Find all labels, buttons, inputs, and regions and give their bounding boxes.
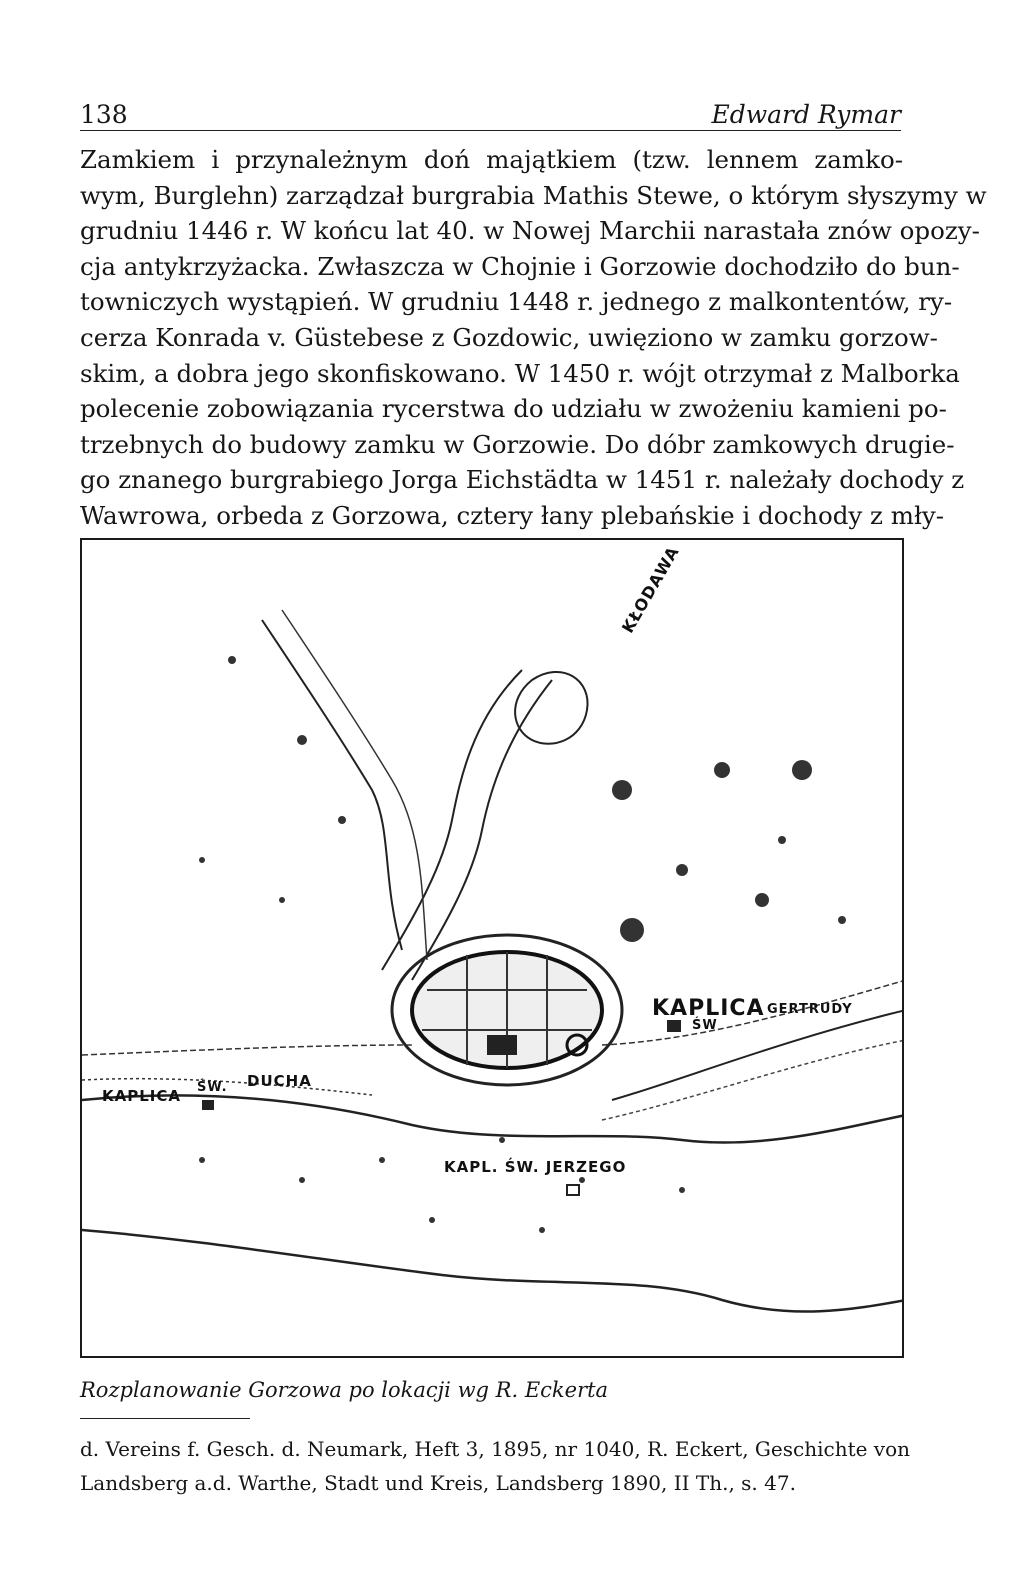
chapel-gertrudy-marker <box>667 1020 681 1032</box>
body-line: Wawrowa, orbeda z Gorzowa, cztery łany plebańskie i dochody z mły- <box>80 500 945 530</box>
river-lower-bank-bottom <box>82 1230 904 1312</box>
body-line: polecenie zobowiązania rycerstwa do udziału w zwożeniu kamieni po- <box>80 394 947 424</box>
footnote-line: d. Vereins f. Gesch. d. Neumark, Heft 3, 1895, nr 1040, R. Eckert, Geschichte von <box>80 1437 911 1461</box>
body-line: grudniu 1446 r. W końcu lat 40. w Nowej Marchii narastała znów opozy- <box>80 216 980 246</box>
footnote-rule <box>80 1418 250 1419</box>
page-number: 138 <box>80 100 128 129</box>
page-header <box>80 100 901 131</box>
body-line: cja antykrzyżacka. Zwłaszcza w Chojnie i Gorzowie dochodziło do bun- <box>80 251 960 281</box>
river-right-bank <box>612 1010 904 1100</box>
pond <box>515 672 587 744</box>
label-kaplica-ducha: KAPLICA <box>102 1087 181 1105</box>
chapel-ducha-marker <box>202 1100 214 1110</box>
body-line: trzebnych do budowy zamku w Gorzowie. Do dóbr zamkowych drugie- <box>80 429 955 459</box>
town-plan-map <box>80 538 904 1358</box>
figure-caption: Rozplanowanie Gorzowa po lokacji wg R. Eckerta <box>80 1378 609 1402</box>
footnote <box>80 1432 911 1500</box>
body-line: Zamkiem i przynależnym doń majątkiem (tzw. lennem zamko- <box>80 145 903 174</box>
body-line: cerza Konrada v. Güstebese z Gozdowic, uwięziono w zamku gorzow- <box>80 322 938 352</box>
map-drawing <box>82 540 904 1358</box>
river-right-bank-2 <box>602 1040 904 1120</box>
label-kaplica-gertrudy: KAPLICA <box>652 996 765 1021</box>
klodawa-stream-left <box>382 670 522 970</box>
body-line: towniczych wystąpień. W grudniu 1448 r. jednego z malkontentów, ry- <box>80 287 953 317</box>
left-stream-b <box>282 610 427 960</box>
label-sw-ducha: ŚW. <box>197 1080 228 1095</box>
label-kapl-jerzego: KAPL. ŚW. JERZEGO <box>444 1158 627 1176</box>
chapel-jerzego-marker <box>567 1185 579 1195</box>
body-paragraph <box>80 142 987 534</box>
town-hall-block <box>487 1035 517 1055</box>
footnote-line: Landsberg a.d. Warthe, Stadt und Kreis, Landsberg 1890, II Th., s. 47. <box>80 1471 796 1495</box>
label-sw-gertrudy: ŚW <box>692 1018 718 1033</box>
label-klodawa: KŁODAWA <box>618 542 683 637</box>
body-line: skim, a dobra jego skonfiskowano. W 1450 r. wójt otrzymał z Malborka <box>80 358 960 388</box>
label-ducha: DUCHA <box>247 1072 312 1090</box>
body-line: go znanego burgrabiego Jorga Eichstädta w 1451 r. należały dochody z <box>80 465 965 495</box>
label-gertrudy: GERTRUDY <box>767 1002 853 1017</box>
body-line: wym, Burglehn) zarządzał burgrabia Mathis Stewe, o którym słyszymy w <box>80 180 987 210</box>
vegetation <box>199 656 846 1233</box>
running-head-author: Edward Rymar <box>711 100 901 129</box>
